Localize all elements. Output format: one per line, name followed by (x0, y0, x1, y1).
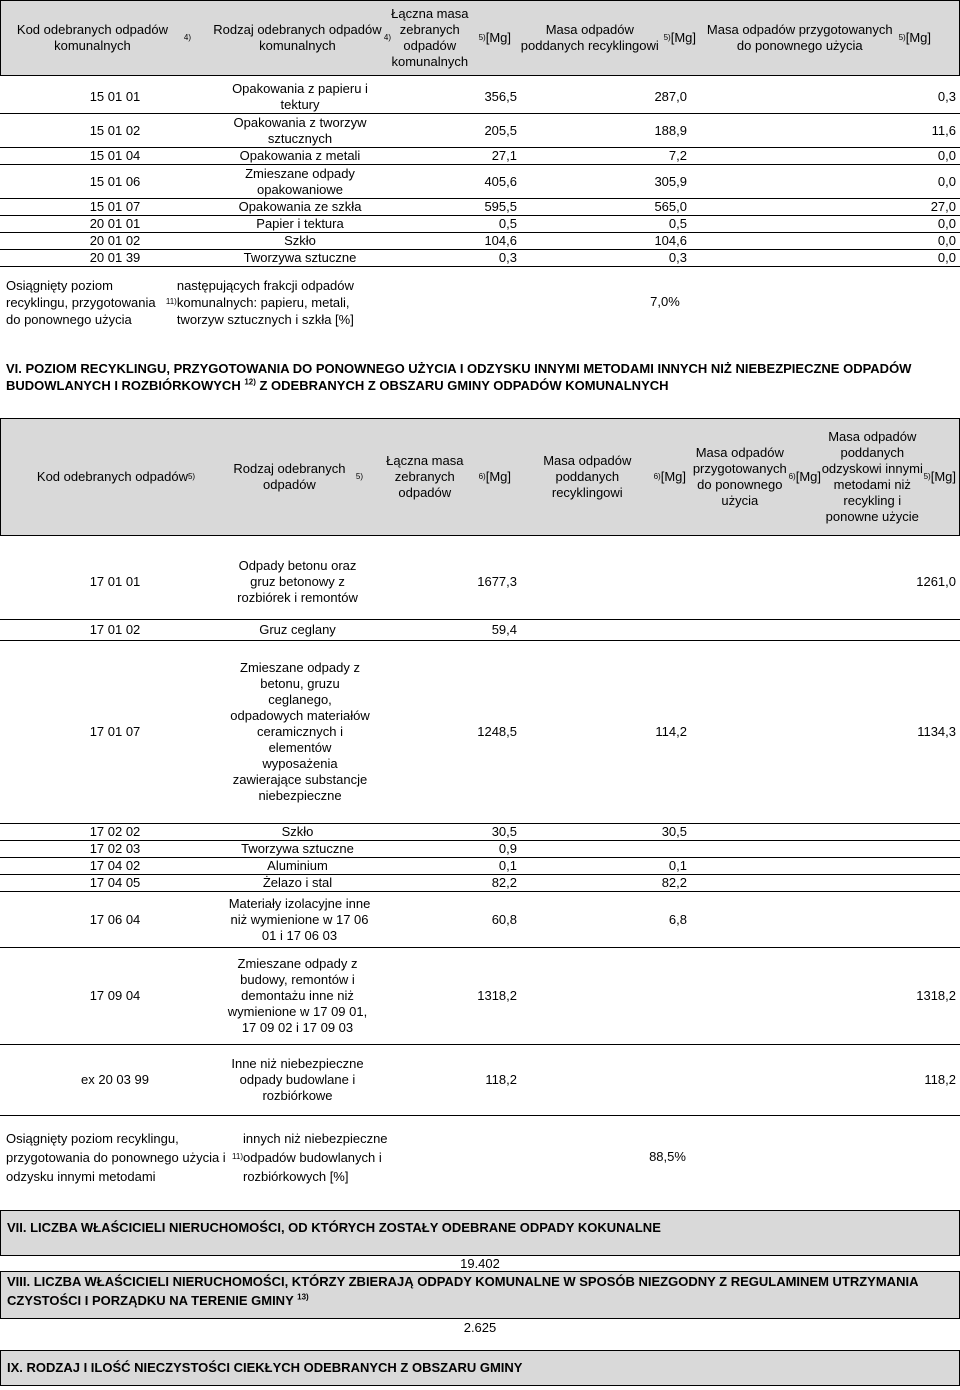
table-row (0, 858, 960, 875)
recycled-mass: 565,0 (654, 199, 687, 214)
total-mass: 1248,5 (477, 724, 517, 739)
total-mass: 356,5 (484, 88, 517, 104)
total-mass: 0,9 (498, 841, 517, 856)
total-mass: 595,5 (484, 199, 517, 214)
other-recovery-mass (830, 875, 956, 891)
waste-code: ex 20 03 99 (81, 1072, 149, 1087)
waste-type: Zmieszane odpady opakowaniowe (245, 165, 355, 197)
footnote-marker: 13) (297, 1292, 309, 1302)
recycling-level-value: 7,0% (650, 294, 680, 309)
waste-type: Tworzywa sztuczne (241, 841, 354, 856)
reuse-mass: 0,0 (937, 148, 956, 163)
summary-row (0, 1118, 960, 1196)
t2-header-recycled: Masa odpadów poddanych recyklingowi 6) [Mg] (543, 453, 686, 500)
total-mass: 1677,3 (477, 574, 517, 589)
summary-row (0, 267, 960, 337)
t2-header-total: Łączna masa zebranych odpadów 6) [Mg] (386, 453, 511, 500)
other-recovery-mass (830, 892, 956, 947)
waste-type: Aluminium (267, 858, 328, 873)
recycled-mass (540, 1045, 687, 1115)
waste-code: 15 01 06 (89, 173, 141, 189)
recovery-level-value: 88,5% (649, 1149, 686, 1164)
section-viii-title-bar (0, 1271, 960, 1319)
waste-type: Żelazo i stal (262, 875, 333, 890)
table-row (0, 875, 960, 892)
waste-type: Zmieszane odpady z betonu, gruzu ceglanego, odpadowych materiałów ceramicznych i elementów wyposażenia zawierające substancje niebezpieczne (230, 660, 370, 803)
recycled-mass (540, 841, 687, 857)
total-mass: 0,1 (498, 858, 517, 873)
table-row (0, 233, 960, 250)
other-recovery-mass: 1318,2 (916, 988, 956, 1003)
table-row (0, 892, 960, 948)
recycled-mass: 188,9 (654, 122, 687, 138)
other-recovery-mass (830, 620, 956, 640)
recycled-mass: 0,3 (668, 250, 687, 265)
t2-header-type: Rodzaj odebranych odpadów 5) (233, 461, 363, 492)
t1-header-total: Łączna masa zebranych odpadów komunalnych 5) [Mg] (391, 6, 511, 69)
waste-type: Tworzywa sztuczne (243, 250, 357, 265)
section-vi-title: VI. POZIOM RECYKLINGU, PRZYGOTOWANIA DO PONOWNEGO UŻYCIA I ODZYSKU INNYMI METODAMI INNYCH NIŻ NIEBEZPIECZNE ODPADÓW BUDOWLANYCH I ROZBIÓRKOWYCH $^{12)}$ Z ODEBRANYCH Z OBSZARU GMINY ODPADÓW KOMUNALNYCH (6, 361, 912, 393)
t1-header-reuse: Masa odpadów przygotowanych do ponownego użycia 5) [Mg] (706, 22, 931, 53)
reuse-mass (700, 620, 820, 640)
table2-header (0, 418, 960, 536)
table-row (0, 114, 960, 148)
waste-type: Opakowania z metali (239, 148, 361, 163)
total-mass: 27,1 (491, 148, 517, 163)
total-mass: 82,2 (491, 875, 517, 890)
noncompliant-owners-count: 2.625 (463, 1320, 497, 1335)
section-ix-title: IX. RODZAJ I ILOŚĆ NIECZYSTOŚCI CIEKŁYCH ODEBRANYCH Z OBSZARU GMINY (7, 1360, 523, 1375)
table-row (0, 216, 960, 233)
reuse-mass: 27,0 (930, 199, 956, 214)
reuse-mass (700, 858, 820, 874)
waste-type: Opakowania z tworzyw sztucznych (233, 114, 367, 146)
reuse-mass (700, 948, 820, 1044)
reuse-mass: 0,0 (937, 233, 956, 248)
other-recovery-mass: 1261,0 (916, 574, 956, 589)
other-recovery-mass (830, 824, 956, 840)
recycled-mass: 0,1 (668, 858, 687, 873)
table-row (0, 250, 960, 267)
table-row (0, 80, 960, 114)
recycled-mass: 305,9 (654, 173, 687, 189)
total-mass: 59,4 (491, 622, 517, 637)
reuse-mass: 0,3 (937, 88, 956, 104)
waste-type: Papier i tektura (256, 216, 344, 231)
waste-code: 17 01 01 (89, 574, 141, 589)
waste-code: 17 04 05 (89, 875, 141, 890)
waste-code: 20 01 39 (89, 250, 141, 265)
recovery-level-label: Osiągnięty poziom recyklingu, przygotowania do ponownego użycia i odzysku innymi metodami 11) innych niż niebezpieczne odpadów budowlanych i rozbiórkowych [%] (6, 1130, 388, 1184)
total-mass: 118,2 (485, 1072, 517, 1087)
recycling-level-label: Osiągnięty poziom recyklingu, przygotowania do ponownego użycia 11) następujących frakcji odpadów komunalnych: papieru, metali, tworzyw sztucznych i szkła [%] (6, 277, 354, 327)
waste-code: 20 01 01 (89, 216, 141, 231)
table-row (0, 824, 960, 841)
recycled-mass: 6,8 (668, 911, 687, 927)
reuse-mass (700, 641, 820, 823)
table-row (0, 641, 960, 824)
reuse-mass (700, 545, 820, 619)
waste-code: 17 09 04 (89, 988, 141, 1003)
table-row (0, 948, 960, 1045)
reuse-mass (700, 1045, 820, 1115)
reuse-mass (700, 892, 820, 947)
reuse-mass (700, 875, 820, 891)
waste-type: Materiały izolacyjne inne niż wymienione w 17 06 01 i 17 06 03 (228, 895, 371, 943)
t1-header-recycled: Masa odpadów poddanych recyklingowi 5) [Mg] (520, 22, 696, 53)
waste-code: 17 01 02 (89, 622, 141, 637)
section-vii-title: VII. LICZBA WŁAŚCICIELI NIERUCHOMOŚCI, OD KTÓRYCH ZOSTAŁY ODEBRANE ODPADY KOKUNALNE (7, 1220, 661, 1235)
waste-code: 15 01 02 (89, 122, 141, 138)
other-recovery-mass (830, 858, 956, 874)
recycled-mass: 7,2 (668, 148, 687, 163)
reuse-mass: 0,0 (937, 216, 956, 231)
table1-header (0, 0, 960, 76)
waste-code: 17 04 02 (89, 858, 141, 873)
other-recovery-mass (830, 841, 956, 857)
waste-code: 17 02 03 (89, 841, 141, 856)
total-mass: 0,5 (498, 216, 517, 231)
waste-type: Zmieszane odpady z budowy, remontów i demontażu inne niż wymienione w 17 09 01, 17 09 02 i 17 09 03 (227, 956, 368, 1035)
reuse-mass (700, 824, 820, 840)
waste-type: Szkło (284, 233, 316, 248)
waste-type: Opakowania ze szkła (238, 199, 362, 214)
table-row (0, 165, 960, 199)
waste-code: 15 01 04 (89, 148, 141, 163)
recycled-mass: 287,0 (654, 88, 687, 104)
waste-code: 17 02 02 (89, 824, 141, 839)
recycled-mass: 104,6 (654, 233, 687, 248)
waste-type: Szkło (281, 824, 314, 839)
other-recovery-mass: 118,2 (924, 1072, 956, 1087)
section-vii-title-bar (0, 1210, 960, 1256)
waste-type: Inne niż niebezpieczne odpady budowlane i rozbiórkowe (231, 1056, 364, 1103)
section-viii-title: VIII. LICZBA WŁAŚCICIELI NIERUCHOMOŚCI, KTÓRZY ZBIERAJĄ ODPADY KOMUNALNE W SPOSÓB NIEZGODNY Z REGULAMINEM UTRZYMANIA CZYSTOŚCI I PORZĄDKU NA TERENIE GMINY $^{13)}$ (7, 1274, 918, 1308)
table-row (0, 545, 960, 620)
recycled-mass (540, 620, 687, 640)
waste-type: Gruz ceglany (259, 622, 336, 637)
other-recovery-mass: 1134,3 (917, 724, 956, 739)
total-mass: 205,5 (484, 122, 517, 138)
recycled-mass: 30,5 (661, 824, 687, 839)
waste-code: 17 06 04 (89, 911, 141, 927)
footnote-marker: 12) (244, 377, 256, 387)
table-row (0, 841, 960, 858)
recycled-mass (540, 948, 687, 1044)
recycled-mass: 82,2 (661, 875, 687, 890)
reuse-mass: 0,0 (937, 250, 956, 265)
total-mass: 405,6 (484, 173, 517, 189)
waste-code: 20 01 02 (89, 233, 141, 248)
table-row (0, 1045, 960, 1116)
reuse-mass: 11,6 (931, 122, 956, 138)
waste-type: Odpady betonu oraz gruz betonowy z rozbiórek i remontów (237, 558, 358, 605)
waste-type: Opakowania z papieru i tektury (232, 80, 368, 112)
section-ix-title-bar (0, 1350, 960, 1386)
reuse-mass: 0,0 (937, 173, 956, 189)
waste-code: 17 01 07 (89, 724, 141, 739)
table-row (0, 199, 960, 216)
total-mass: 60,8 (491, 911, 517, 927)
table-row (0, 148, 960, 165)
t2-header-reuse: Masa odpadów przygotowanych do ponownego użycia 6) [Mg] (692, 445, 821, 508)
total-mass: 30,5 (491, 824, 517, 839)
reuse-mass (700, 841, 820, 857)
total-mass: 104,6 (484, 233, 517, 248)
recycled-mass: 114,2 (655, 724, 687, 739)
recycled-mass (540, 545, 687, 619)
recycled-mass: 0,5 (668, 216, 687, 231)
table-row (0, 620, 960, 641)
total-mass: 1318,2 (477, 988, 517, 1003)
waste-code: 15 01 01 (89, 88, 141, 104)
t1-header-type: Rodzaj odebranych odpadów komunalnych 4) (213, 22, 391, 53)
t2-header-other: Masa odpadów poddanych odzyskowi innymi metodami niż recykling i ponowne użycie 5) [Mg] (821, 429, 956, 524)
property-owners-count: 19.402 (460, 1256, 500, 1271)
t1-header-code: Kod odebranych odpadów komunalnych 4) (16, 22, 191, 53)
total-mass: 0,3 (498, 250, 517, 265)
waste-code: 15 01 07 (89, 199, 141, 214)
t2-header-code: Kod odebranych odpadów 5) (36, 469, 196, 484)
